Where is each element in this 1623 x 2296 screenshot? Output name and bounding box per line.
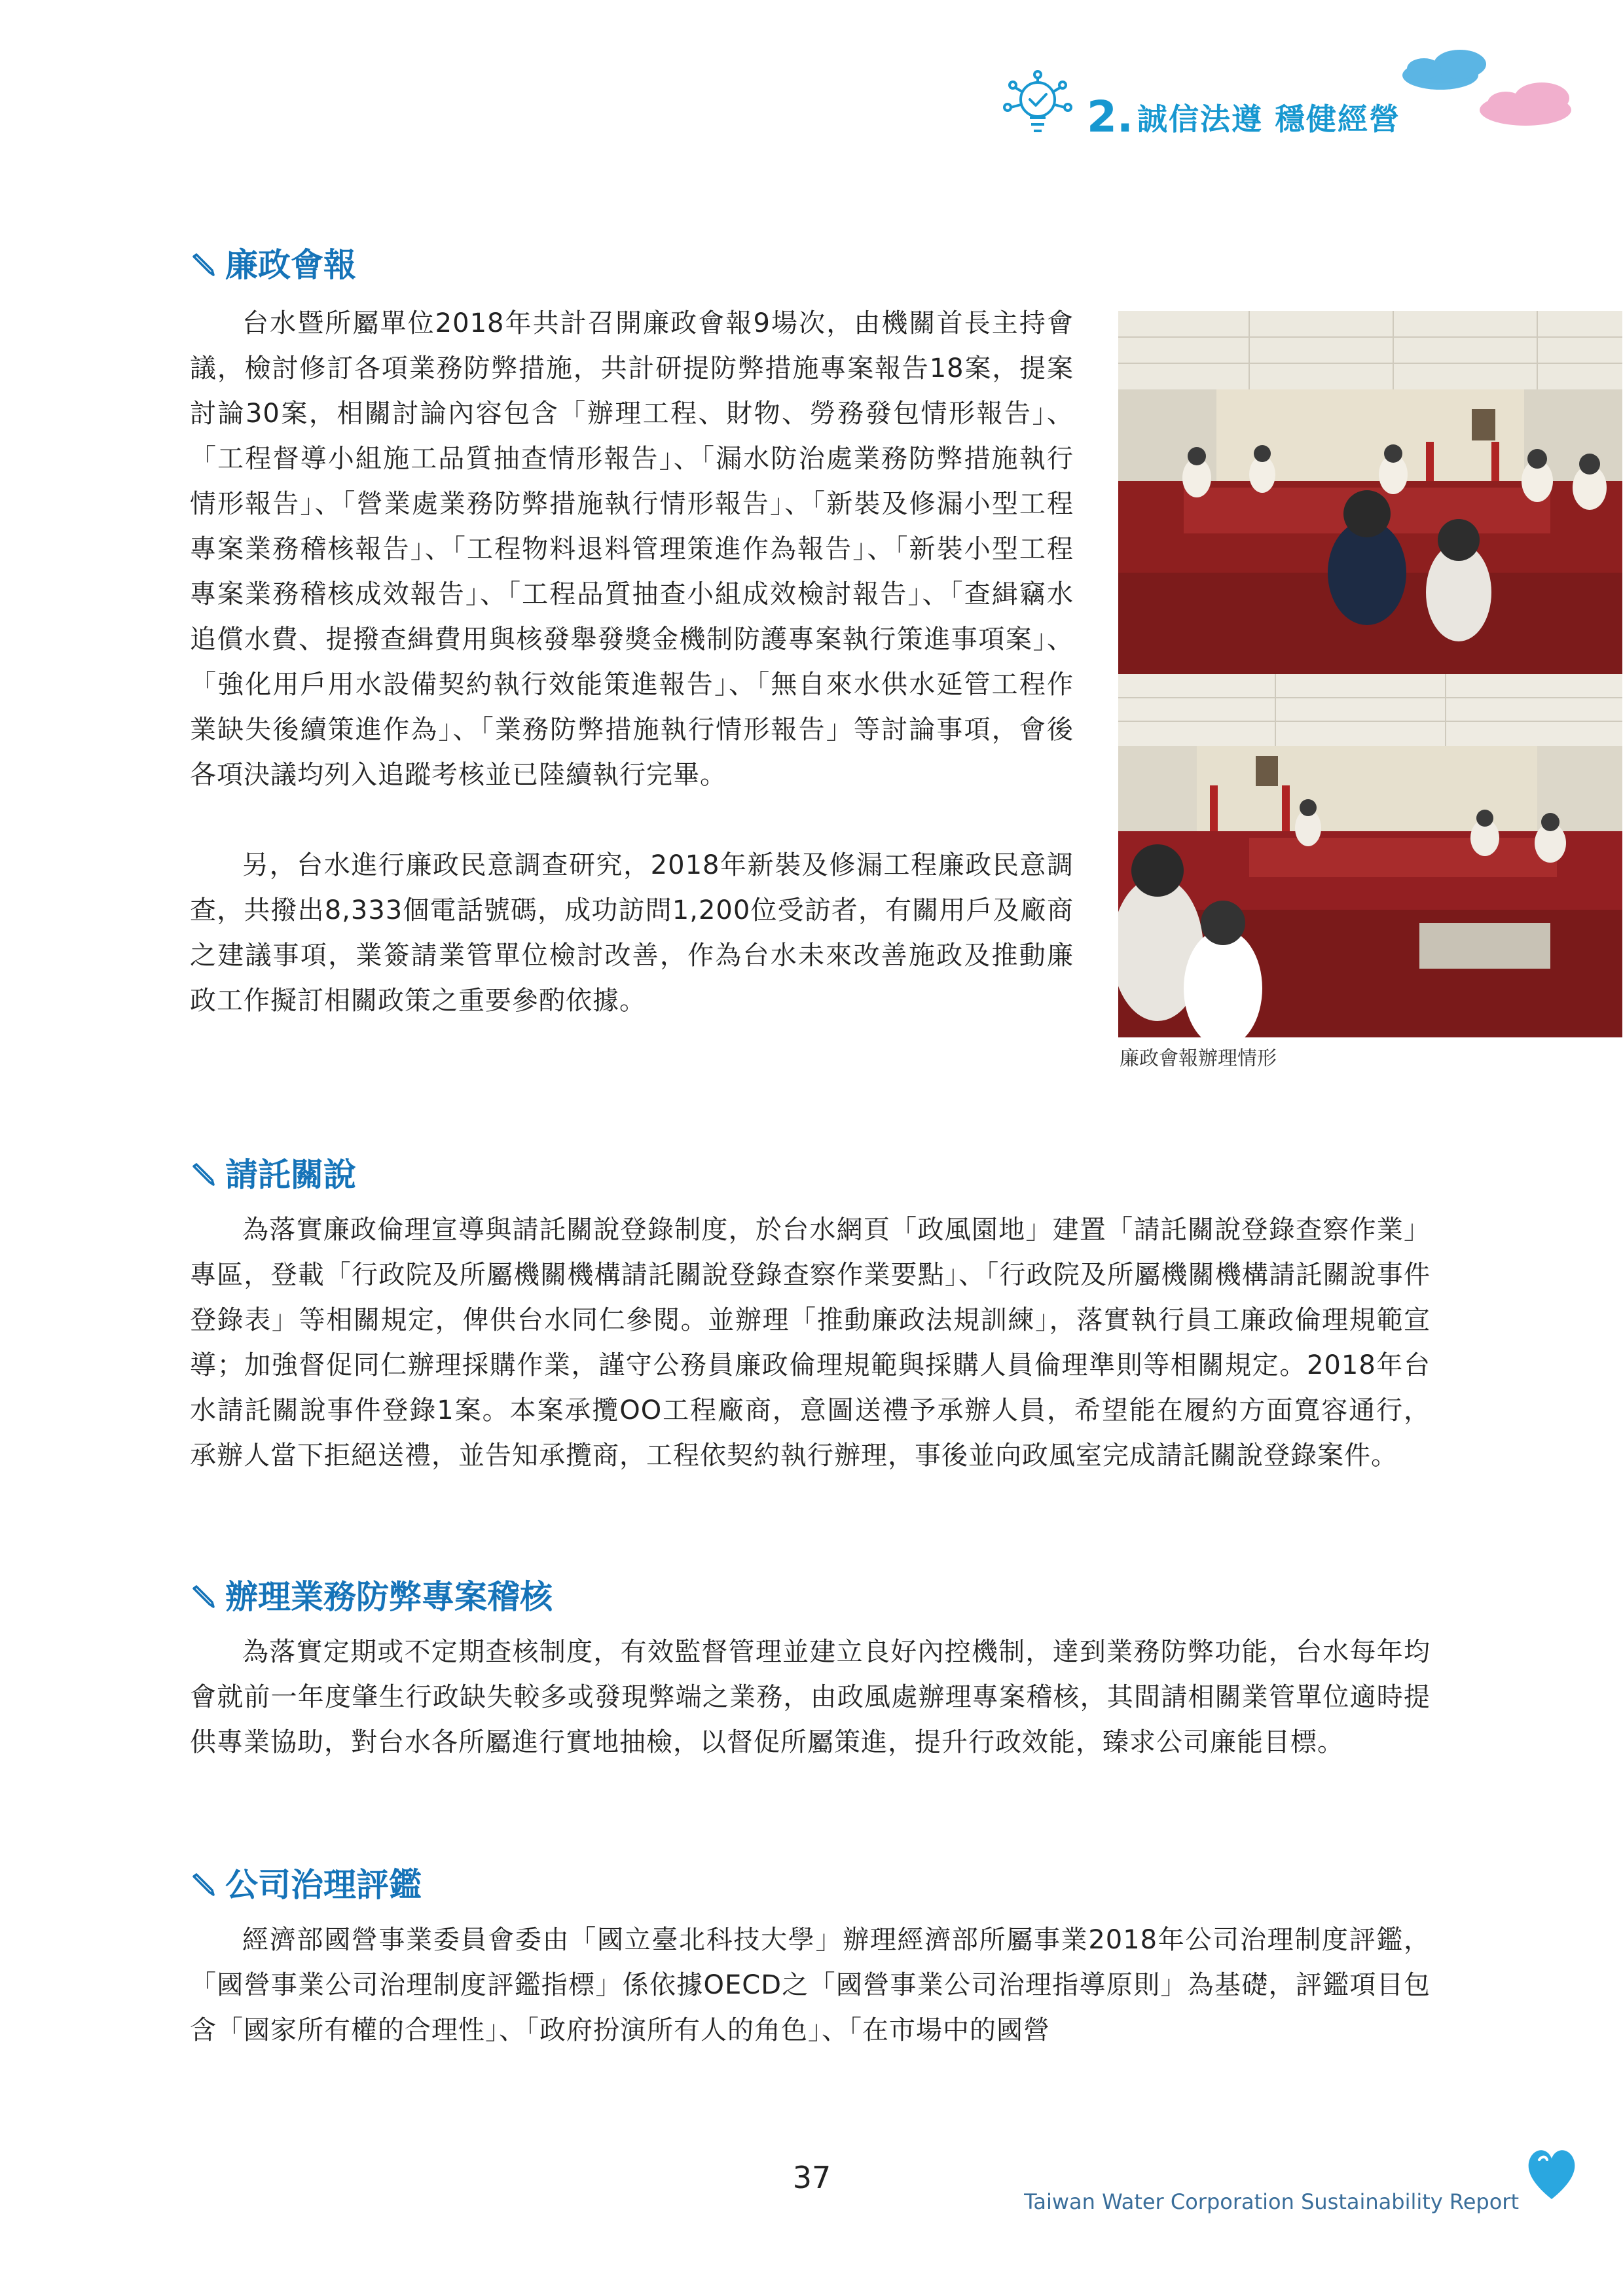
page-number: 37 <box>792 2160 831 2195</box>
section-body-integrity-meeting <box>190 301 1074 1024</box>
paragraph: 為落實廉政倫理宣導與請託關說登錄制度，於台水網頁「政風園地」建置「請託關說登錄查察作業」專區，登載「行政院及所屬機關機構請託關說登錄查察作業要點」、「行政院及所屬機關機構請託關說事件登錄表」等相關規定，俾供台水同仁參閱。並辦理「推動廉政法規訓練」，落實執行員工廉政倫理規範宣導；加強督促同仁辦理採購作業，謹守公務員廉政倫理規範與採購人員倫理準則等相關規定。2018年台水請託關說事件登錄1案。本案承攬OO工程廠商，意圖送禮予承辦人員，希望能在履約方面寬容通行，承辦人當下拒絕送禮，並告知承攬商，工程依契約執行辦理，事後並向政風室完成請託關說登錄案件。 <box>190 1215 1431 1471</box>
section-body-audit <box>190 1630 1431 1765</box>
lightbulb-check-icon <box>998 65 1077 144</box>
chapter-number: 2. <box>1087 92 1133 142</box>
section-heading-text: 廉政會報 <box>225 246 356 284</box>
photo-caption: 廉政會報辦理情形 <box>1120 1047 1277 1070</box>
clouds-decoration <box>1388 39 1584 137</box>
pencil-icon <box>190 1577 219 1605</box>
paragraph: 為落實定期或不定期查核制度，有效監督管理並建立良好內控機制，達到業務防弊功能，台水每年均會就前一年度肇生行政缺失較多或發現弊端之業務，由政風處辦理專案稽核，其間請相關業管單位適時提供專業協助，對台水各所屬進行實地抽檢，以督促所屬策進，提升行政效能，臻求公司廉能目標。 <box>190 1637 1431 1757</box>
section-heading-audit <box>190 1574 553 1620</box>
section-heading-lobbying <box>190 1152 356 1198</box>
paragraph: 另，台水進行廉政民意調查研究，2018年新裝及修漏工程廉政民意調查，共撥出8,333個電話號碼，成功訪問1,200位受訪者，有關用戶及廠商之建議事項，業簽請業管單位檢討改善，作為台水未來改善施政及推動廉政工作擬訂相關政策之重要參酌依據。 <box>190 850 1074 1016</box>
pencil-icon <box>190 245 219 274</box>
section-heading-integrity-meeting <box>190 242 356 288</box>
section-body-lobbying <box>190 1208 1431 1479</box>
chapter-name: 誠信法遵 穩健經營 <box>1137 101 1401 137</box>
section-heading-governance <box>190 1862 422 1908</box>
section-heading-text: 公司治理評鑑 <box>225 1866 422 1904</box>
paragraph: 經濟部國營事業委員會委由「國立臺北科技大學」辦理經濟部所屬事業2018年公司治理制度評鑑，「國營事業公司治理制度評鑑指標」係依據OECD之「國營事業公司治理指導原則」為基礎，評鑑項目包含「國家所有權的合理性」、「政府扮演所有人的角色」、「在市場中的國營 <box>190 1925 1431 2045</box>
pencil-icon <box>190 1865 219 1893</box>
pencil-icon <box>190 1155 219 1183</box>
section-heading-text: 辦理業務防弊專案稽核 <box>225 1578 553 1616</box>
report-name: Taiwan Water Corporation Sustainability Report <box>1024 2189 1519 2214</box>
section-heading-text: 請託關說 <box>225 1156 356 1194</box>
meeting-photo-2 <box>1118 674 1622 1037</box>
paragraph: 台水暨所屬單位2018年共計召開廉政會報9場次，由機關首長主持會議，檢討修訂各項業務防弊措施，共計研提防弊措施專案報告18案，提案討論30案，相關討論內容包含「辦理工程、財物、勞務發包情形報告」、「工程督導小組施工品質抽查情形報告」、「漏水防治處業務防弊措施執行情形報告」、「營業處業務防弊措施執行情形報告」、「新裝及修漏小型工程專案業務稽核報告」、「工程物料退料管理策進作為報告」、「新裝小型工程專案業務稽核成效報告」、「工程品質抽查小組成效檢討報告」、「查緝竊水追償水費、提撥查緝費用與核發舉發獎金機制防護專案執行策進事項案」、「強化用戶用水設備契約執行效能策進報告」、「無自來水供水延管工程作業缺失後續策進作為」、「業務防弊措施執行情形報告」等討論事項，會後各項決議均列入追蹤考核並已陸續執行完畢。 <box>190 308 1074 790</box>
section-body-governance <box>190 1918 1431 2053</box>
meeting-photos <box>1118 311 1622 1037</box>
meeting-photo-1 <box>1118 311 1622 674</box>
water-heart-icon <box>1522 2140 1581 2206</box>
